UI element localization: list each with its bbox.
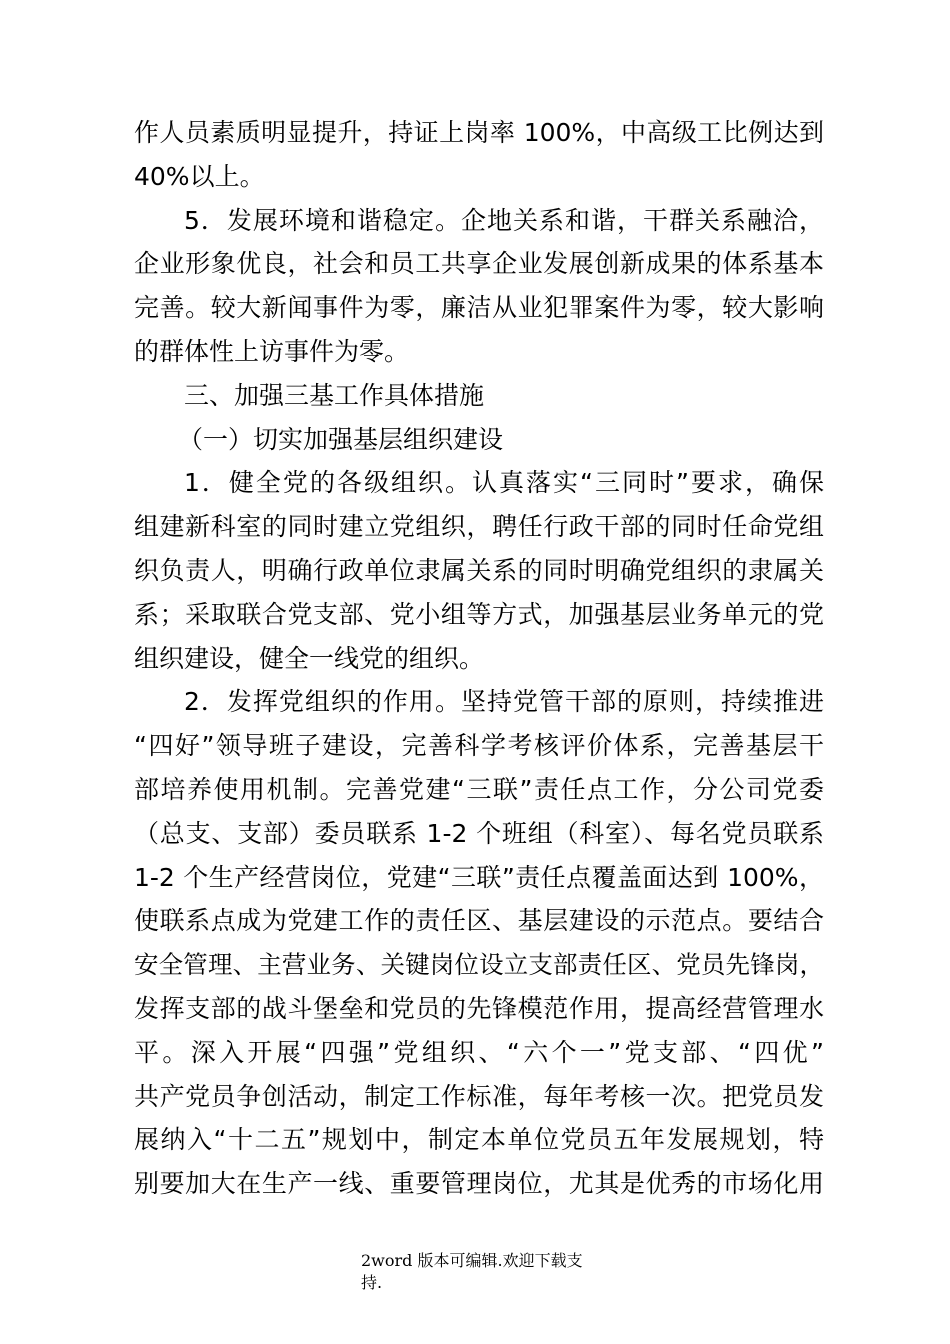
text-line-22: 平。深入开展“四强”党组织、“六个一”党支部、“四优” <box>134 1037 824 1067</box>
text-line-17: （总支、支部）委员联系 1-2 个班组（科室）、每名党员联系 <box>134 818 824 848</box>
text-line-10: 组建新科室的同时建立党组织，聘任行政干部的同时任命党组 <box>134 512 824 542</box>
text-line-21: 发挥支部的战斗堡垒和党员的先锋模范作用，提高经营管理水 <box>134 993 824 1023</box>
page-footer <box>361 1250 601 1294</box>
text-line-5: 完善。较大新闻事件为零，廉洁从业犯罪案件为零，较大影响 <box>134 293 824 323</box>
text-line-1: 作人员素质明显提升，持证上岗率 100%，中高级工比例达到 <box>134 118 824 147</box>
text-line-11: 织负责人，明确行政单位隶属关系的同时明确党组织的隶属关 <box>134 555 824 585</box>
text-line-13: 组织建设，健全一线党的组织。 <box>134 643 485 673</box>
document-body <box>134 111 824 1206</box>
text-line-15: “四好”领导班子建设，完善科学考核评价体系，完善基层干 <box>134 731 824 761</box>
text-line-12: 系；采取联合党支部、党小组等方式，加强基层业务单元的党 <box>134 599 824 629</box>
text-line-3: 5．发展环境和谐稳定。企地关系和谐，干群关系融洽， <box>184 205 824 235</box>
text-line-6: 的群体性上访事件为零。 <box>134 336 410 366</box>
text-line-14: 2．发挥党组织的作用。坚持党管干部的原则，持续推进 <box>184 687 824 717</box>
text-line-16: 部培养使用机制。完善党建“三联”责任点工作，分公司党委 <box>134 774 824 804</box>
section-heading: 三、加强三基工作具体措施 <box>184 380 485 410</box>
text-line-19: 使联系点成为党建工作的责任区、基层建设的示范点。要结合 <box>134 906 824 936</box>
text-line-2: 40%以上。 <box>134 161 265 191</box>
footer-line-1: 2word 版本可编辑.欢迎下载支 <box>361 1251 583 1270</box>
text-line-24: 展纳入“十二五”规划中，制定本单位党员五年发展规划，特 <box>134 1125 824 1155</box>
footer-line-2: 持. <box>361 1273 383 1292</box>
text-line-20: 安全管理、主营业务、关键岗位设立支部责任区、党员先锋岗， <box>134 950 824 980</box>
text-line-9: 1．健全党的各级组织。认真落实“三同时”要求，确保 <box>184 468 824 498</box>
text-line-25: 别要加大在生产一线、重要管理岗位，尤其是优秀的市场化用 <box>134 1169 824 1199</box>
subsection-heading: （一）切实加强基层组织建设 <box>178 424 504 454</box>
text-line-23: 共产党员争创活动，制定工作标准，每年考核一次。把党员发 <box>134 1081 824 1111</box>
text-line-18: 1-2 个生产经营岗位，党建“三联”责任点覆盖面达到 100%， <box>134 862 824 892</box>
text-line-4: 企业形象优良，社会和员工共享企业发展创新成果的体系基本 <box>134 249 824 279</box>
